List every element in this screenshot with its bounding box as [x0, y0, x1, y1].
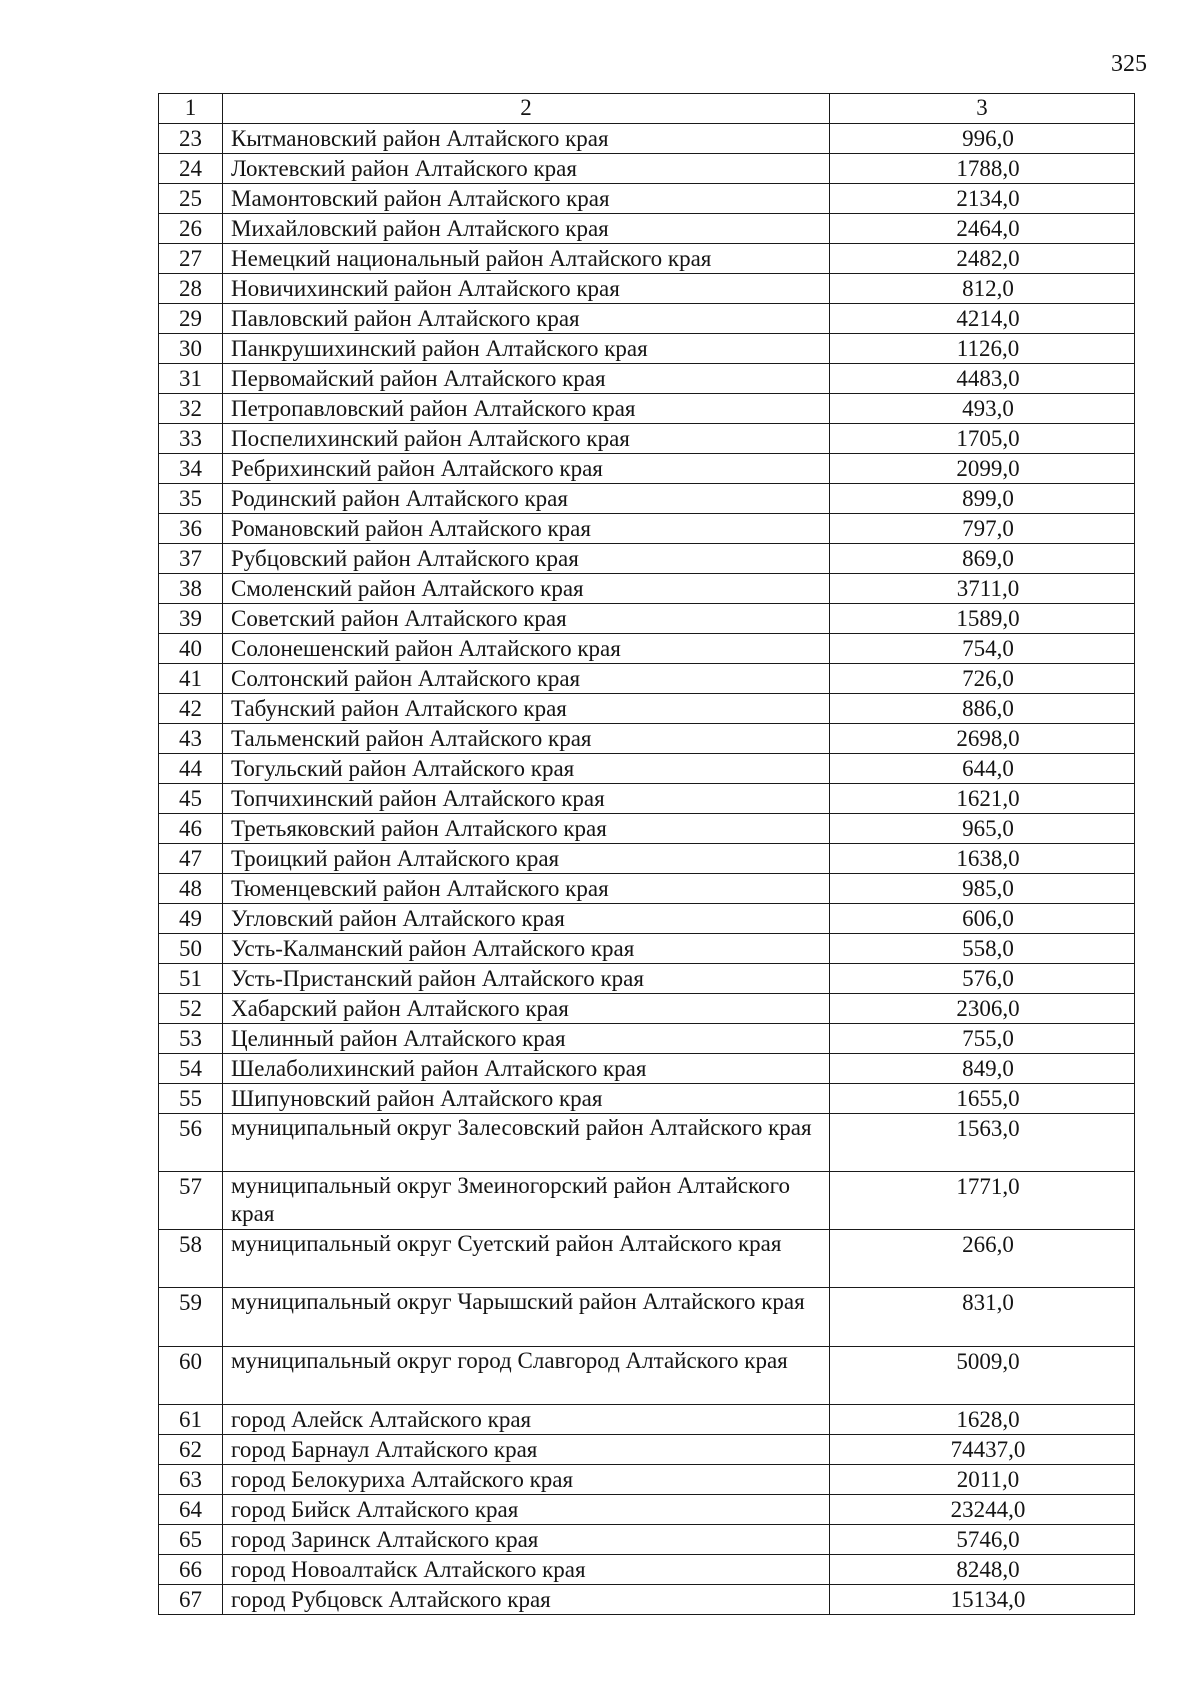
- amount-value: 1563,0: [830, 1113, 1135, 1171]
- municipality-name: город Новоалтайск Алтайского края: [223, 1555, 830, 1585]
- row-number: 37: [159, 543, 223, 573]
- row-number: 23: [159, 123, 223, 153]
- table-row: [159, 933, 1135, 963]
- amount-value: 755,0: [830, 1023, 1135, 1053]
- row-number: 27: [159, 243, 223, 273]
- municipality-name: Родинский район Алтайского края: [223, 483, 830, 513]
- municipality-name: Мамонтовский район Алтайского края: [223, 183, 830, 213]
- municipality-name: Тогульский район Алтайского края: [223, 753, 830, 783]
- row-number: 52: [159, 993, 223, 1023]
- table-row: [159, 183, 1135, 213]
- table-row: [159, 393, 1135, 423]
- table-row: [159, 273, 1135, 303]
- row-number: 51: [159, 963, 223, 993]
- row-number: 67: [159, 1585, 223, 1615]
- row-number: 55: [159, 1083, 223, 1113]
- amount-value: 5746,0: [830, 1525, 1135, 1555]
- table-row: [159, 963, 1135, 993]
- table-row: [159, 1023, 1135, 1053]
- table-row: [159, 843, 1135, 873]
- municipality-name: муниципальный округ Змеиногорский район Алтайского края: [223, 1171, 830, 1229]
- data-table: [158, 93, 1135, 1615]
- row-number: 30: [159, 333, 223, 363]
- table-row: [159, 693, 1135, 723]
- table-row: [159, 783, 1135, 813]
- municipality-name: муниципальный округ город Славгород Алтайского края: [223, 1346, 830, 1404]
- table-row: [159, 423, 1135, 453]
- amount-value: 899,0: [830, 483, 1135, 513]
- municipality-name: город Алейск Алтайского края: [223, 1405, 830, 1435]
- table-row: [159, 813, 1135, 843]
- municipality-name: город Белокуриха Алтайского края: [223, 1465, 830, 1495]
- amount-value: 1638,0: [830, 843, 1135, 873]
- row-number: 34: [159, 453, 223, 483]
- amount-value: 996,0: [830, 123, 1135, 153]
- municipality-name: Третьяковский район Алтайского края: [223, 813, 830, 843]
- amount-value: 1621,0: [830, 783, 1135, 813]
- amount-value: 2134,0: [830, 183, 1135, 213]
- row-number: 45: [159, 783, 223, 813]
- municipality-name: Первомайский район Алтайского края: [223, 363, 830, 393]
- table-row: [159, 1555, 1135, 1585]
- municipality-name: Угловский район Алтайского края: [223, 903, 830, 933]
- row-number: 62: [159, 1435, 223, 1465]
- row-number: 61: [159, 1405, 223, 1435]
- column-header-3: 3: [830, 94, 1135, 124]
- table-row: [159, 1288, 1135, 1346]
- table-row: [159, 303, 1135, 333]
- municipality-name: Шипуновский район Алтайского края: [223, 1083, 830, 1113]
- amount-value: 74437,0: [830, 1435, 1135, 1465]
- amount-value: 1771,0: [830, 1171, 1135, 1229]
- row-number: 33: [159, 423, 223, 453]
- row-number: 25: [159, 183, 223, 213]
- amount-value: 266,0: [830, 1230, 1135, 1288]
- amount-value: 886,0: [830, 693, 1135, 723]
- municipality-name: Солтонский район Алтайского края: [223, 663, 830, 693]
- row-number: 29: [159, 303, 223, 333]
- row-number: 39: [159, 603, 223, 633]
- amount-value: 576,0: [830, 963, 1135, 993]
- row-number: 32: [159, 393, 223, 423]
- municipality-name: Смоленский район Алтайского края: [223, 573, 830, 603]
- row-number: 38: [159, 573, 223, 603]
- amount-value: 1126,0: [830, 333, 1135, 363]
- municipality-name: Поспелихинский район Алтайского края: [223, 423, 830, 453]
- amount-value: 2099,0: [830, 453, 1135, 483]
- table-row: [159, 1053, 1135, 1083]
- municipality-name: Табунский район Алтайского края: [223, 693, 830, 723]
- table-row: [159, 723, 1135, 753]
- municipality-name: Усть-Пристанский район Алтайского края: [223, 963, 830, 993]
- municipality-name: Романовский район Алтайского края: [223, 513, 830, 543]
- amount-value: 1705,0: [830, 423, 1135, 453]
- row-number: 31: [159, 363, 223, 393]
- row-number: 63: [159, 1465, 223, 1495]
- table-row: [159, 603, 1135, 633]
- municipality-name: Ребрихинский район Алтайского края: [223, 453, 830, 483]
- amount-value: 3711,0: [830, 573, 1135, 603]
- municipality-name: Новичихинский район Алтайского края: [223, 273, 830, 303]
- amount-value: 754,0: [830, 633, 1135, 663]
- amount-value: 2482,0: [830, 243, 1135, 273]
- table-row: [159, 873, 1135, 903]
- row-number: 24: [159, 153, 223, 183]
- row-number: 48: [159, 873, 223, 903]
- table-row: [159, 1346, 1135, 1404]
- municipality-name: Павловский район Алтайского края: [223, 303, 830, 333]
- table-row: [159, 153, 1135, 183]
- row-number: 26: [159, 213, 223, 243]
- municipality-name: Хабарский район Алтайского края: [223, 993, 830, 1023]
- municipality-name: Немецкий национальный район Алтайского края: [223, 243, 830, 273]
- row-number: 43: [159, 723, 223, 753]
- table-row: [159, 213, 1135, 243]
- row-number: 46: [159, 813, 223, 843]
- municipality-name: муниципальный округ Залесовский район Алтайского края: [223, 1113, 830, 1171]
- row-number: 50: [159, 933, 223, 963]
- amount-value: 869,0: [830, 543, 1135, 573]
- table-row: [159, 243, 1135, 273]
- table-row: [159, 1495, 1135, 1525]
- row-number: 56: [159, 1113, 223, 1171]
- table-row: [159, 123, 1135, 153]
- amount-value: 812,0: [830, 273, 1135, 303]
- amount-value: 849,0: [830, 1053, 1135, 1083]
- row-number: 36: [159, 513, 223, 543]
- municipality-name: Троицкий район Алтайского края: [223, 843, 830, 873]
- municipality-name: муниципальный округ Суетский район Алтайского края: [223, 1230, 830, 1288]
- municipality-name: Усть-Калманский район Алтайского края: [223, 933, 830, 963]
- table-row: [159, 483, 1135, 513]
- row-number: 60: [159, 1346, 223, 1404]
- table-row: [159, 1405, 1135, 1435]
- amount-value: 15134,0: [830, 1585, 1135, 1615]
- amount-value: 2306,0: [830, 993, 1135, 1023]
- table-row: [159, 513, 1135, 543]
- municipality-name: Рубцовский район Алтайского края: [223, 543, 830, 573]
- table-row: [159, 903, 1135, 933]
- row-number: 57: [159, 1171, 223, 1229]
- row-number: 59: [159, 1288, 223, 1346]
- table-row: [159, 993, 1135, 1023]
- amount-value: 965,0: [830, 813, 1135, 843]
- row-number: 28: [159, 273, 223, 303]
- amount-value: 1655,0: [830, 1083, 1135, 1113]
- row-number: 42: [159, 693, 223, 723]
- row-number: 40: [159, 633, 223, 663]
- amount-value: 5009,0: [830, 1346, 1135, 1404]
- municipality-name: Михайловский район Алтайского края: [223, 213, 830, 243]
- table-row: [159, 333, 1135, 363]
- table-row: [159, 363, 1135, 393]
- amount-value: 2464,0: [830, 213, 1135, 243]
- row-number: 66: [159, 1555, 223, 1585]
- table-row: [159, 1230, 1135, 1288]
- page-number: 325: [1111, 51, 1147, 77]
- amount-value: 23244,0: [830, 1495, 1135, 1525]
- row-number: 44: [159, 753, 223, 783]
- municipality-name: Кытмановский район Алтайского края: [223, 123, 830, 153]
- row-number: 35: [159, 483, 223, 513]
- row-number: 53: [159, 1023, 223, 1053]
- row-number: 54: [159, 1053, 223, 1083]
- amount-value: 831,0: [830, 1288, 1135, 1346]
- municipality-name: город Бийск Алтайского края: [223, 1495, 830, 1525]
- municipality-name: Петропавловский район Алтайского края: [223, 393, 830, 423]
- table-row: [159, 1585, 1135, 1615]
- amount-value: 1788,0: [830, 153, 1135, 183]
- row-number: 58: [159, 1230, 223, 1288]
- table-row: [159, 633, 1135, 663]
- table-header-row: [159, 94, 1135, 124]
- table-body: [159, 123, 1135, 1614]
- amount-value: 558,0: [830, 933, 1135, 963]
- amount-value: 726,0: [830, 663, 1135, 693]
- table-row: [159, 573, 1135, 603]
- municipality-name: Тальменский район Алтайского края: [223, 723, 830, 753]
- row-number: 65: [159, 1525, 223, 1555]
- amount-value: 1628,0: [830, 1405, 1135, 1435]
- amount-value: 4214,0: [830, 303, 1135, 333]
- row-number: 49: [159, 903, 223, 933]
- table-row: [159, 453, 1135, 483]
- table-row: [159, 663, 1135, 693]
- table-row: [159, 1465, 1135, 1495]
- municipality-name: Шелаболихинский район Алтайского края: [223, 1053, 830, 1083]
- table-row: [159, 1525, 1135, 1555]
- municipality-name: Целинный район Алтайского края: [223, 1023, 830, 1053]
- row-number: 41: [159, 663, 223, 693]
- table-row: [159, 1171, 1135, 1229]
- amount-value: 1589,0: [830, 603, 1135, 633]
- municipality-name: город Рубцовск Алтайского края: [223, 1585, 830, 1615]
- amount-value: 2698,0: [830, 723, 1135, 753]
- municipality-name: Локтевский район Алтайского края: [223, 153, 830, 183]
- amount-value: 644,0: [830, 753, 1135, 783]
- table-row: [159, 543, 1135, 573]
- municipality-name: Панкрушихинский район Алтайского края: [223, 333, 830, 363]
- column-header-2: 2: [223, 94, 830, 124]
- amount-value: 797,0: [830, 513, 1135, 543]
- row-number: 47: [159, 843, 223, 873]
- amount-value: 2011,0: [830, 1465, 1135, 1495]
- table-row: [159, 1435, 1135, 1465]
- municipality-name: город Барнаул Алтайского края: [223, 1435, 830, 1465]
- amount-value: 8248,0: [830, 1555, 1135, 1585]
- table-row: [159, 1083, 1135, 1113]
- amount-value: 985,0: [830, 873, 1135, 903]
- amount-value: 493,0: [830, 393, 1135, 423]
- row-number: 64: [159, 1495, 223, 1525]
- column-header-1: 1: [159, 94, 223, 124]
- municipality-name: Советский район Алтайского края: [223, 603, 830, 633]
- municipality-name: муниципальный округ Чарышский район Алтайского края: [223, 1288, 830, 1346]
- amount-value: 606,0: [830, 903, 1135, 933]
- municipality-name: Тюменцевский район Алтайского края: [223, 873, 830, 903]
- municipality-name: Топчихинский район Алтайского края: [223, 783, 830, 813]
- municipality-name: город Заринск Алтайского края: [223, 1525, 830, 1555]
- municipality-name: Солонешенский район Алтайского края: [223, 633, 830, 663]
- table-row: [159, 1113, 1135, 1171]
- amount-value: 4483,0: [830, 363, 1135, 393]
- table-row: [159, 753, 1135, 783]
